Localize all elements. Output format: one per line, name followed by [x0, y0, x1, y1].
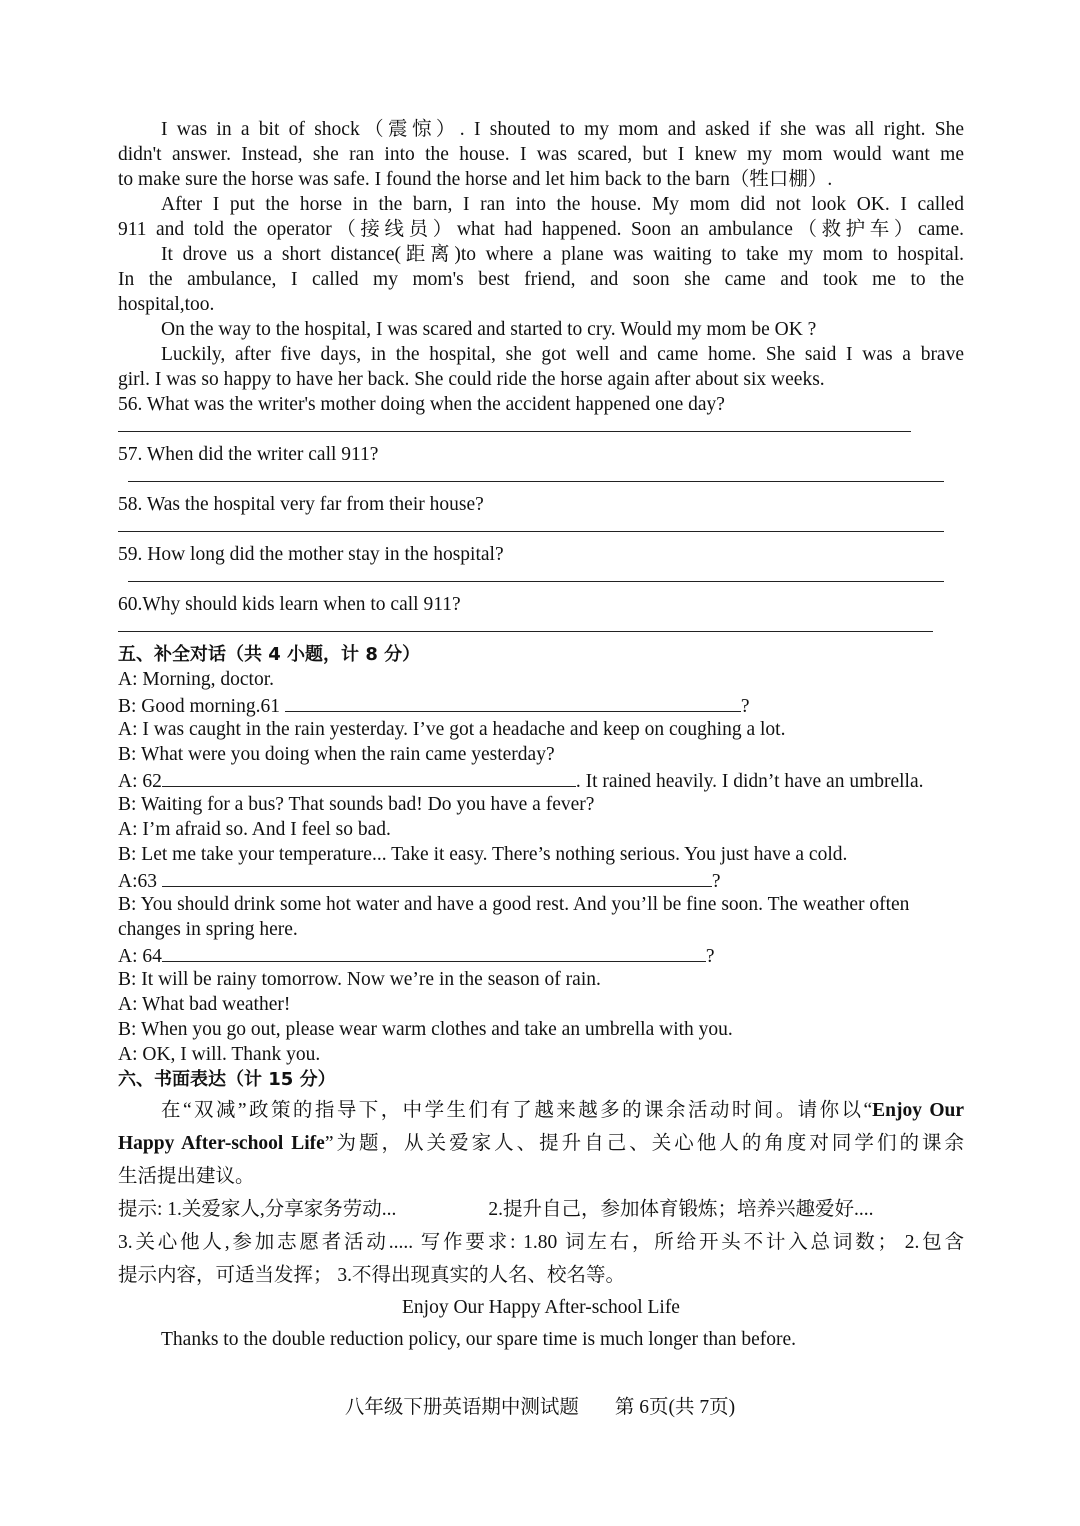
- passage-line: didn't answer. Instead, she ran into the house. I was scared, but I knew my mom would want me: [118, 144, 964, 165]
- dialogue-line: A: I was caught in the rain yesterday. I’ve got a headache and keep on coughing a lot.: [118, 719, 786, 740]
- section-6-heading: 六、书面表达（计 15 分）: [118, 1069, 336, 1090]
- passage-line: to make sure the horse was safe. I found the horse and let him back to the barn（牲口棚）.: [118, 169, 833, 190]
- dialogue-line: A: OK, I will. Thank you.: [118, 1044, 321, 1065]
- essay-opening: Thanks to the double reduction policy, our spare time is much longer than before.: [161, 1329, 797, 1350]
- dialogue-line: B: What were you doing when the rain came yesterday?: [118, 744, 555, 765]
- writing-prompt: [118, 1094, 964, 1292]
- dialogue-line-64: A: 64 ?: [118, 942, 964, 967]
- passage-line: It drove us a short distance(距离)to where a plane was waiting to take my mom to hospital.: [161, 244, 964, 265]
- dialogue-line-63: A:63 ?: [118, 867, 964, 892]
- answer-line-60[interactable]: [118, 617, 964, 642]
- passage-line: Luckily, after five days, in the hospital, she got well and came home. She said I was a brave: [161, 344, 964, 365]
- blank-64[interactable]: [162, 942, 706, 962]
- passage-line: 911 and told the operator（接线员）what had happened. Soon an ambulance（救护车）came.: [118, 219, 964, 240]
- exam-page: [118, 117, 964, 1356]
- answer-line-59[interactable]: [118, 567, 964, 592]
- passage-line: I was in a bit of shock（震惊）. I shouted to my mom and asked if she was all right. She: [161, 119, 964, 140]
- section-5-heading: 五、补全对话（共 4 小题，计 8 分）: [118, 644, 421, 665]
- passage-line: After I put the horse in the barn, I ran into the house. My mom did not look OK. I called: [161, 194, 964, 215]
- passage-line: In the ambulance, I called my mom's best friend, and soon she came and took me to the: [118, 269, 964, 290]
- blank-63[interactable]: [162, 867, 712, 887]
- dialogue-line: B: Let me take your temperature... Take it easy. There’s nothing serious. You just have a cold.: [118, 844, 848, 865]
- prompt-line: 生活提出建议。: [118, 1166, 255, 1187]
- dialogue-line: A: What bad weather!: [118, 994, 291, 1015]
- prompt-line: Happy After-school Life”为题，从关爱家人、提升自己、关心他人的角度对同学们的课余: [118, 1133, 965, 1154]
- dialogue-line-62: A: 62 . It rained heavily. I didn’t have an umbrella.: [118, 767, 964, 792]
- tips-line: 提示内容，可适当发挥； 3.不得出现真实的人名、校名等。: [118, 1265, 626, 1286]
- passage-line: girl. I was so happy to have her back. She could ride the horse again after about six weeks.: [118, 369, 825, 390]
- tips-line: 提示: 1.关爱家人,分享家务劳动... 2.提升自己，参加体育锻炼；培养兴趣爱好....: [118, 1199, 874, 1220]
- blank-61[interactable]: [285, 692, 741, 712]
- dialogue-line: A: I’m afraid so. And I feel so bad.: [118, 819, 391, 840]
- passage-line: On the way to the hospital, I was scared and started to cry. Would my mom be OK ?: [161, 319, 817, 340]
- question-59: 59. How long did the mother stay in the hospital?: [118, 544, 504, 565]
- answer-line-58[interactable]: [118, 517, 964, 542]
- question-58: 58. Was the hospital very far from their house?: [118, 494, 484, 515]
- dialogue-line: B: Waiting for a bus? That sounds bad! Do you have a fever?: [118, 794, 595, 815]
- dialogue-line: B: When you go out, please wear warm clothes and take an umbrella with you.: [118, 1019, 733, 1040]
- blank-62[interactable]: [162, 767, 576, 787]
- dialogue-line: B: It will be rainy tomorrow. Now we’re in the season of rain.: [118, 969, 601, 990]
- question-56: 56. What was the writer's mother doing when the accident happened one day?: [118, 394, 725, 415]
- prompt-line: 在“双减”政策的指导下，中学生们有了越来越多的课余活动时间。请你以“Enjoy Our: [161, 1100, 965, 1121]
- dialogue-line: A: Morning, doctor.: [118, 669, 274, 690]
- question-60: 60.Why should kids learn when to call 911?: [118, 594, 461, 615]
- exam-name: 八年级下册英语期中测试题: [344, 1397, 579, 1418]
- passage-line: hospital,too.: [118, 294, 215, 315]
- answer-line-57[interactable]: [118, 467, 964, 492]
- question-57: 57. When did the writer call 911?: [118, 444, 379, 465]
- essay-title: Enjoy Our Happy After-school Life: [402, 1297, 680, 1318]
- page-footer: [0, 1395, 1080, 1420]
- tips-line: 3.关心他人,参加志愿者活动..... 写作要求: 1.80 词左右，所给开头不计入总词数； 2.包含: [118, 1232, 964, 1253]
- answer-line-56[interactable]: [118, 417, 964, 442]
- dialogue-line: changes in spring here.: [118, 919, 298, 940]
- dialogue-line-61: B: Good morning.61 ?: [118, 692, 964, 717]
- dialogue-line: B: You should drink some hot water and have a good rest. And you’ll be fine soon. The weather often: [118, 894, 910, 915]
- page-number: 第 6页(共 7页): [614, 1397, 736, 1418]
